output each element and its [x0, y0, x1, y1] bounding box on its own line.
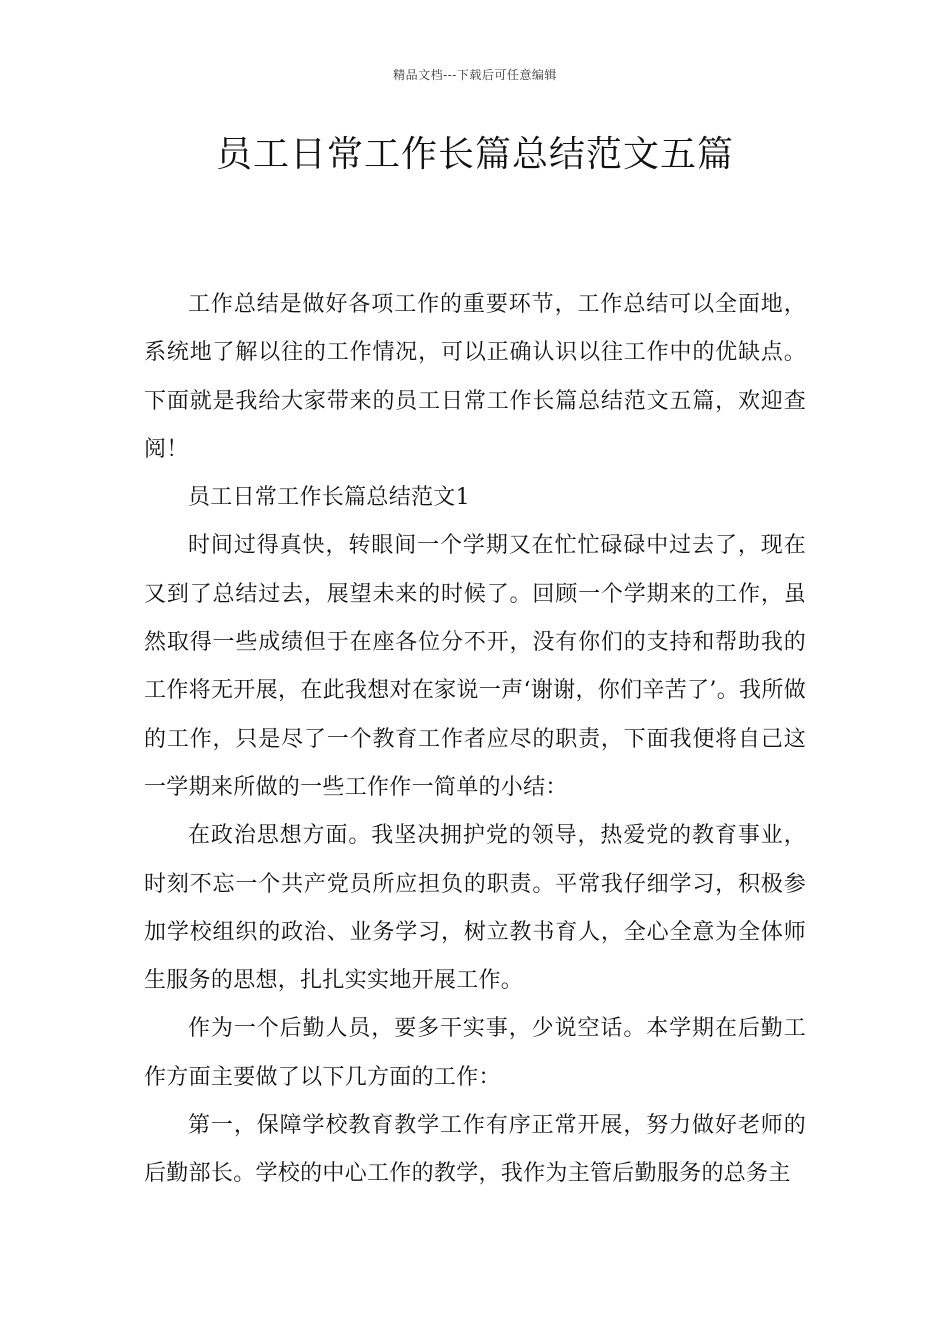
body-paragraph: 时间过得真快，转眼间一个学期又在忙忙碌碌中过去了，现在又到了总结过去，展望未来的时候了。回顾一个学期来的工作，虽然取得一些成绩但于在座各位分不开，没有你们的支持和帮助我的工作将无开展，在此我想对在家说一声‘谢谢，你们辛苦了’。我所做的工作，只是尽了一个教育工作者应尽的职责，下面我便将自己这一学期来所做的一些工作作一简单的小结： — [144, 533, 806, 800]
intro-paragraph: 工作总结是做好各项工作的重要环节，工作总结可以全面地，系统地了解以往的工作情况，可以正确认识以往工作中的优缺点。下面就是我给大家带来的员工日常工作长篇总结范文五篇，欢迎查阅！ — [144, 292, 806, 462]
document-body — [144, 281, 806, 1199]
section-heading: 员工日常工作长篇总结范文1 — [188, 485, 470, 511]
body-paragraph: 第一，保障学校教育教学工作有序正常开展，努力做好老师的后勤部长。学校的中心工作的教学，我作为主管后勤服务的总务主 — [144, 1113, 806, 1187]
body-paragraph: 作为一个后勤人员，要多干实事，少说空话。本学期在后勤工作方面主要做了以下几方面的工作： — [144, 1016, 806, 1090]
body-paragraph: 在政治思想方面。我坚决拥护党的领导，热爱党的教育事业，时刻不忘一个共产党员所应担负的职责。平常我仔细学习，积极参加学校组织的政治、业务学习，树立教书育人，全心全意为全体师生服务的思想，扎扎实实地开展工作。 — [144, 823, 806, 994]
document-title: 员工日常工作长篇总结范文五篇 — [215, 134, 734, 175]
page-header-note: 精品文档---下载后可任意编辑 — [393, 68, 557, 82]
